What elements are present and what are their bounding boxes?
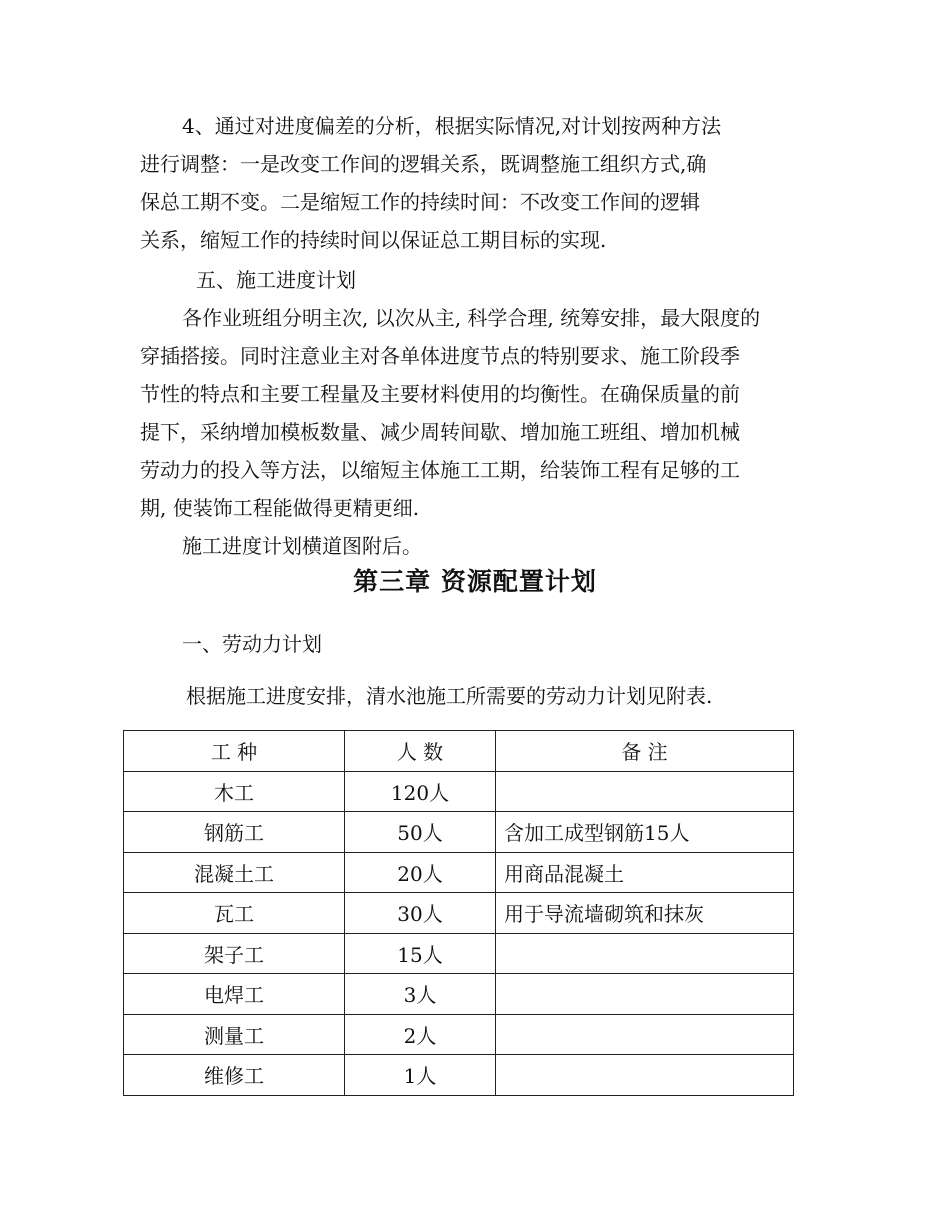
chapter-title: 第三章 资源配置计划 [353, 567, 597, 596]
cell-note: 用于导流墙砌筑和抹灰 [496, 893, 794, 934]
table-row [124, 893, 794, 934]
cell-count: 3人 [345, 974, 496, 1015]
paragraph-line: 提下，采纳增加模板数量、减少周转间歇、增加施工班组、增加机械 [140, 420, 740, 444]
paragraph-line: 4、通过对进度偏差的分析，根据实际情况,对计划按两种方法 [182, 114, 722, 138]
cell-count: 15人 [345, 933, 496, 974]
cell-note [496, 1014, 794, 1055]
cell-trade: 瓦工 [124, 893, 345, 934]
cell-count: 50人 [345, 812, 496, 853]
table-row [124, 933, 794, 974]
labor-intro: 根据施工进度安排，清水池施工所需要的劳动力计划见附表. [186, 684, 713, 708]
paragraph-line: 穿插搭接。同时注意业主对各单体进度节点的特别要求、施工阶段季 [140, 344, 740, 368]
cell-count: 30人 [345, 893, 496, 934]
table-row [124, 812, 794, 853]
table-row [124, 1014, 794, 1055]
cell-trade: 钢筋工 [124, 812, 345, 853]
cell-trade: 混凝土工 [124, 852, 345, 893]
paragraph-line: 保总工期不变。二是缩短工作的持续时间：不改变工作间的逻辑 [140, 190, 700, 214]
table-row [124, 974, 794, 1015]
paragraph-line: 期, 使装饰工程能做得更精更细. [140, 496, 420, 520]
cell-note [496, 1055, 794, 1096]
cell-note [496, 933, 794, 974]
table-header-row [124, 731, 794, 772]
cell-count: 120人 [345, 771, 496, 812]
header-note: 备 注 [496, 731, 794, 772]
paragraph-line: 关系，缩短工作的持续时间以保证总工期目标的实现. [140, 228, 607, 252]
paragraph-line: 进行调整：一是改变工作间的逻辑关系，既调整施工组织方式,确 [140, 152, 707, 176]
cell-trade: 测量工 [124, 1014, 345, 1055]
table-row [124, 1055, 794, 1096]
table-row [124, 771, 794, 812]
cell-trade: 维修工 [124, 1055, 345, 1096]
header-trade: 工 种 [124, 731, 345, 772]
cell-trade: 电焊工 [124, 974, 345, 1015]
progress-adjustment-paragraph [140, 107, 812, 259]
cell-note: 用商品混凝土 [496, 852, 794, 893]
section-heading-schedule: 五、施工进度计划 [196, 268, 356, 292]
section-heading-labor-plan: 一、劳动力计划 [182, 632, 322, 656]
paragraph-line: 劳动力的投入等方法，以缩短主体施工工期，给装饰工程有足够的工 [140, 458, 740, 482]
cell-trade: 架子工 [124, 933, 345, 974]
schedule-paragraph [140, 299, 812, 565]
cell-count: 1人 [345, 1055, 496, 1096]
table-row [124, 852, 794, 893]
paragraph-line: 各作业班组分明主次, 以次从主, 科学合理, 统筹安排，最大限度的 [182, 306, 761, 330]
paragraph-line: 节性的特点和主要工程量及主要材料使用的均衡性。在确保质量的前 [140, 382, 740, 406]
cell-trade: 木工 [124, 771, 345, 812]
cell-note [496, 771, 794, 812]
header-count: 人 数 [345, 731, 496, 772]
cell-note [496, 974, 794, 1015]
labor-plan-table [123, 730, 794, 1096]
cell-count: 20人 [345, 852, 496, 893]
schedule-note: 施工进度计划横道图附后。 [182, 534, 422, 558]
cell-note: 含加工成型钢筋15人 [496, 812, 794, 853]
cell-count: 2人 [345, 1014, 496, 1055]
